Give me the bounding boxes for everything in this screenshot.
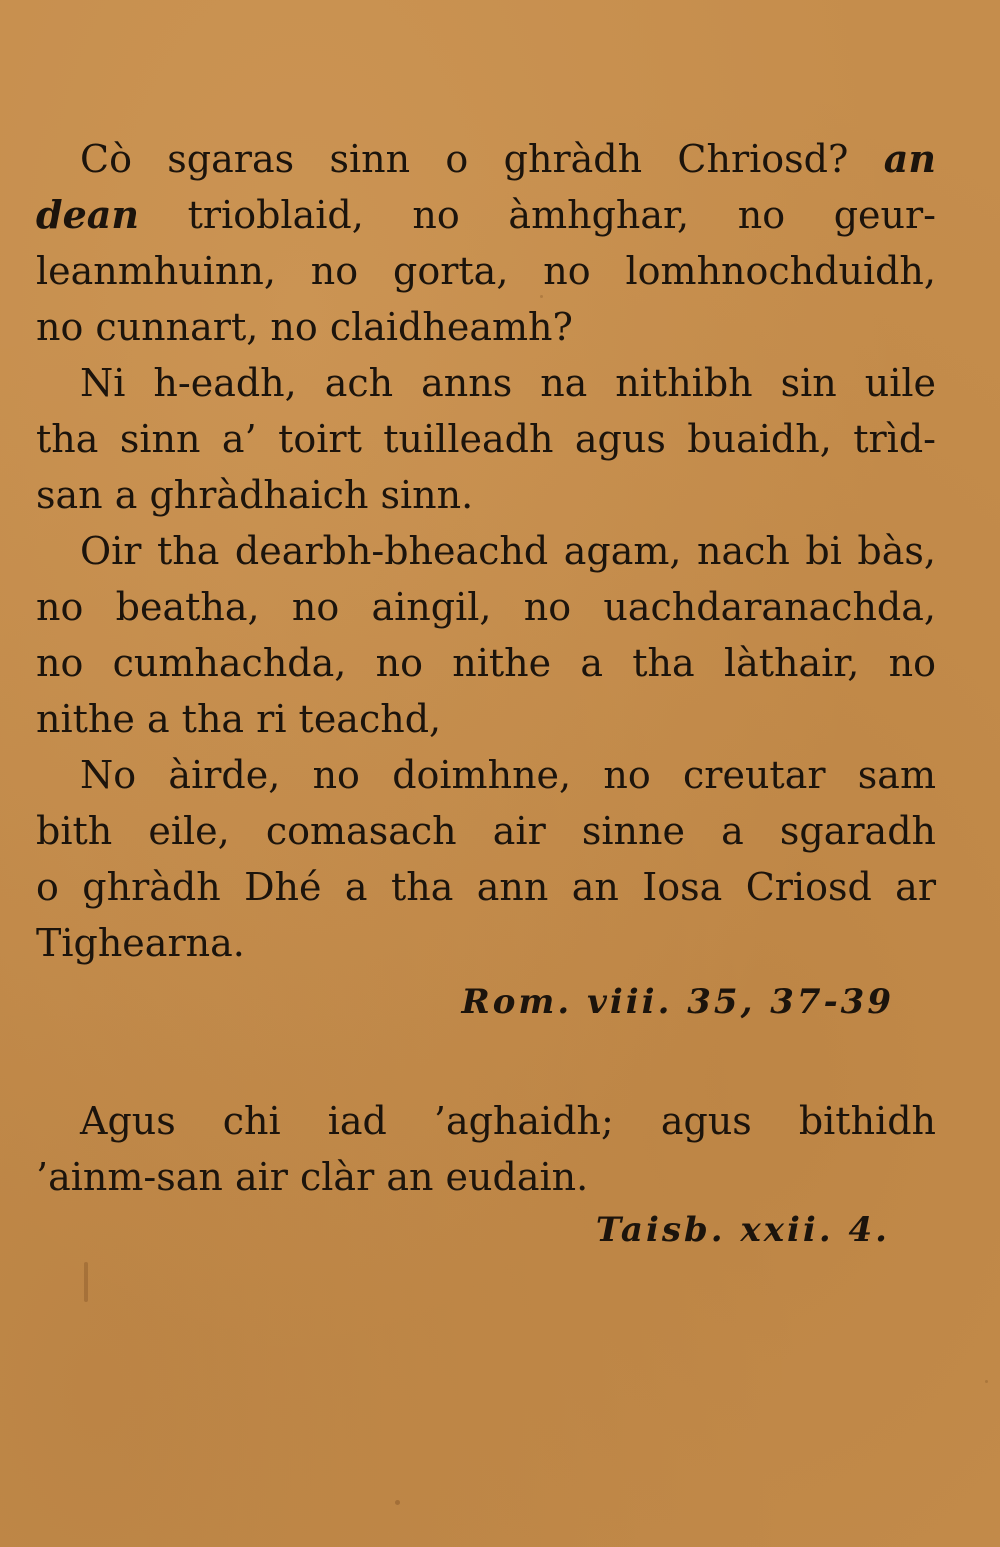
paper-speck [540,295,543,298]
verse-emphasis: an [883,136,936,181]
verse-line-9: no beatha, no aingil, no uachdaranachda, [36,585,936,629]
verse-line-7: san a ghràdhaich sinn. [36,473,474,517]
verse-line-5: Ni h-eadh, ach anns na nithibh sin uile [80,361,936,405]
verse-text: Cò sgaras sinn o ghràdh Chriosd? [80,137,849,181]
verse-emphasis: dean [36,192,139,237]
verse-text: trioblaid, no àmhghar, no geur- [187,193,936,237]
verse-line-13: bith eile, comasach air sinne a sgaradh [36,809,936,853]
verse-line-6: tha sinn a’ toirt tuilleadh agus buaidh, trìd- [36,417,936,461]
verse-line-15: Tighearna. [36,921,245,965]
verse-line-1 [80,131,936,187]
verse-line-2 [36,187,936,243]
verse-line-10: no cumhachda, no nithe a tha làthair, no [36,641,936,685]
verse-line-12: No àirde, no doimhne, no creutar sam [80,753,936,797]
verse-line-14: o ghràdh Dhé a tha ann an Iosa Criosd ar [36,865,936,909]
verse-line-4: no cunnart, no claidheamh? [36,305,573,349]
verse-line-11: nithe a tha ri teachd, [36,697,442,741]
paper-speck [985,1380,988,1383]
reference-revelation: Taisb. xxii. 4. [595,1210,890,1250]
verse-line-17: ’ainm-san air clàr an eudain. [36,1155,589,1199]
paper-speck [395,1500,400,1505]
paper-mark [84,1262,88,1302]
reference-romans: Rom. viii. 35, 37-39 [461,982,894,1022]
verse-line-16: Agus chi iad ’aghaidh; agus bithidh [80,1099,936,1143]
verse-line-3: leanmhuinn, no gorta, no lomhnochduidh, [36,249,936,293]
verse-line-8: Oir tha dearbh-bheachd agam, nach bi bàs, [80,529,936,573]
